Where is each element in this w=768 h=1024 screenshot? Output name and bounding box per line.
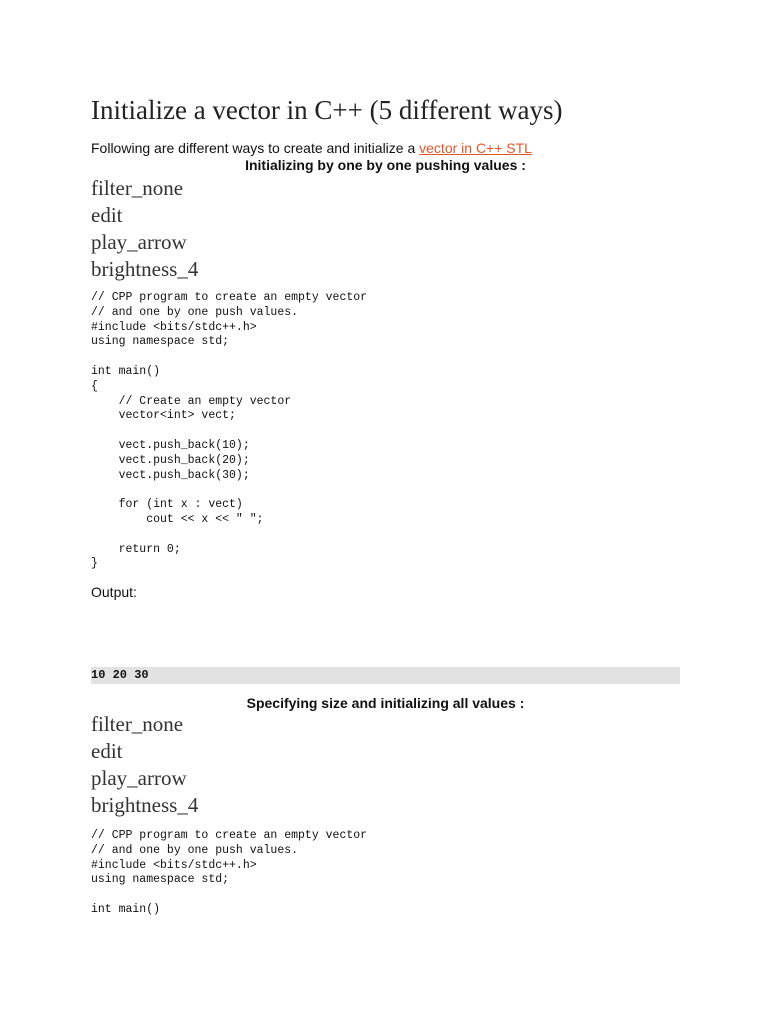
edit-icon[interactable]: edit: [91, 739, 123, 763]
output-value: 10 20 30: [91, 667, 680, 684]
section-2-code-block: // CPP program to create an empty vector // and one by one push values. #include <bits/stdc++.h> using namespace std; int main(): [91, 829, 368, 916]
intro-paragraph: [91, 140, 532, 157]
section-2-code-toolbar: [91, 711, 198, 819]
vector-stl-link[interactable]: vector in C++ STL: [419, 140, 532, 156]
section-1-code-block: // CPP program to create an empty vector // and one by one push values. #include <bits/stdc++.h> using namespace std; int main() { // Create an empty vector vector<int> vect; vect.push_back(10); vect.push_back(20); vect.push_back(30); for (int x : vect) cout << x << " "; return 0; }: [91, 291, 368, 571]
section-1-heading: Initializing by one by one pushing values :: [245, 157, 526, 173]
section-2-heading: Specifying size and initializing all values :: [246, 695, 525, 711]
output-label: Output:: [91, 584, 137, 600]
play-arrow-icon[interactable]: play_arrow: [91, 230, 187, 254]
filter-none-icon[interactable]: filter_none: [91, 712, 184, 736]
play-arrow-icon[interactable]: play_arrow: [91, 766, 187, 790]
section-1-code-toolbar: [91, 175, 198, 283]
article-title: Initialize a vector in C++ (5 different ways): [91, 95, 563, 125]
brightness-4-icon[interactable]: brightness_4: [91, 793, 199, 817]
edit-icon[interactable]: edit: [91, 203, 123, 227]
intro-text: Following are different ways to create and initialize a: [91, 140, 420, 156]
filter-none-icon[interactable]: filter_none: [91, 176, 184, 200]
brightness-4-icon[interactable]: brightness_4: [91, 257, 199, 281]
